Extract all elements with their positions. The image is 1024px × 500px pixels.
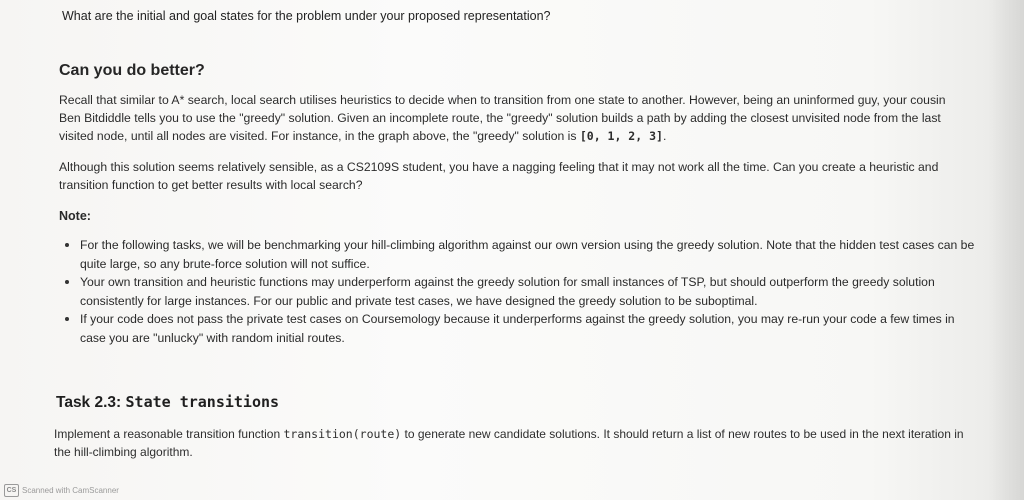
list-item-text: If your code does not pass the private test cases on Coursemology because it underperforms against the greedy solution, you may re-run your code a few times in case you are "unlucky" with random initial routes.: [80, 312, 955, 345]
task-heading: [56, 393, 279, 412]
paragraph-greedy: [59, 91, 964, 145]
bullet-icon: [65, 317, 69, 321]
task-description: [54, 425, 964, 461]
task-text-before: Implement a reasonable transition function: [54, 427, 281, 441]
list-item: [80, 273, 975, 310]
greedy-solution-code: [0, 1, 2, 3]: [579, 129, 663, 143]
scanner-watermark: [4, 484, 119, 497]
note-label: Note:: [59, 209, 91, 223]
top-question: What are the initial and goal states for the problem under your proposed representation?: [62, 9, 551, 23]
paragraph-better: Although this solution seems relatively sensible, as a CS2109S student, you have a nagging feeling that it may not work all the time. Can you create a heuristic and transition function to get better results with local search?: [59, 160, 939, 192]
list-item-text: For the following tasks, we will be benchmarking your hill-climbing algorithm against our own version using the greedy solution. Note that the hidden test cases can be quite large, so any brute-force solution will not suffice.: [80, 238, 975, 271]
list-item-text: Your own transition and heuristic functions may underperform against the greedy solution for small instances of TSP, but should outperform the greedy solution consistently for large instances. For our public and private test cases, we have designed the greedy solution to be suboptimal.: [80, 275, 935, 308]
bullet-icon: [65, 243, 69, 247]
task-prefix: Task 2.3:: [56, 394, 126, 411]
note-list: [58, 236, 975, 347]
paragraph-greedy-text: Recall that similar to A* search, local search utilises heuristics to decide when to transition from one state to another. However, being an uninformed guy, your cousin Ben Bitdiddle tells you to use the "greedy" solution. Given an incomplete route, the "greedy" solution builds a path by adding the closest unvisited node from the last visited node, until all nodes are visited. For instance, in the graph above, the "greedy" solution is: [59, 93, 946, 143]
watermark-text: Scanned with CamScanner: [22, 486, 119, 495]
task-title: State transitions: [125, 393, 280, 411]
page-edge-shadow: [988, 0, 1024, 500]
list-item: [80, 236, 975, 273]
list-item: [80, 310, 975, 347]
transition-function-code: transition(route): [283, 427, 402, 441]
task-text-after: to generate new candidate solutions. It should return a list of new routes to be used in the next iteration in the hill-climbing algorithm.: [54, 427, 964, 459]
bullet-icon: [65, 280, 69, 284]
camscanner-logo-icon: CS: [4, 484, 19, 497]
paragraph-greedy-end: .: [662, 129, 667, 143]
section-heading: Can you do better?: [59, 62, 205, 79]
